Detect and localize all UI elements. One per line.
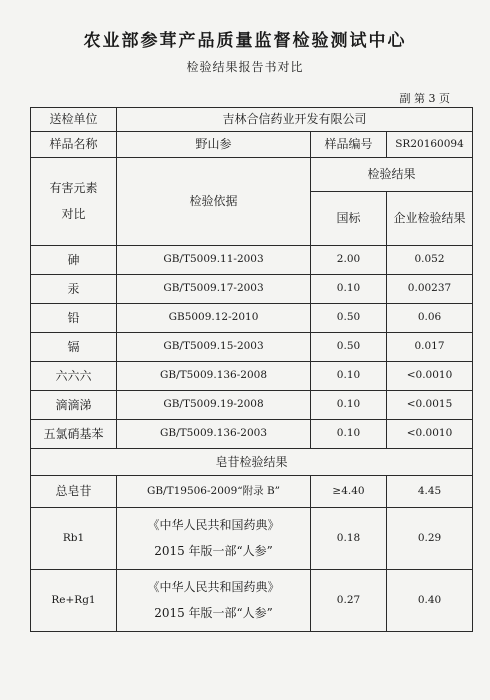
element-name: 五氯硝基苯 [31, 420, 117, 449]
element-company: 0.017 [387, 333, 473, 362]
table-row [31, 362, 473, 391]
saponin-company: 0.29 [387, 508, 473, 570]
saponin-basis: GB/T19506-2009“附录 B” [117, 476, 311, 508]
element-company: <0.0010 [387, 362, 473, 391]
element-basis: GB5009.12-2010 [117, 304, 311, 333]
sample-no-label: 样品编号 [311, 132, 387, 158]
saponin-basis [117, 570, 311, 632]
page-number: 副 第 3 页 [399, 92, 450, 105]
saponin-company: 0.40 [387, 570, 473, 632]
element-national: 0.50 [311, 333, 387, 362]
element-name: 六六六 [31, 362, 117, 391]
result-header: 检验结果 [311, 158, 473, 192]
company-header: 企业检验结果 [387, 192, 473, 246]
result-table [30, 107, 473, 632]
element-header-line-2: 对比 [61, 206, 86, 221]
national-header: 国标 [311, 192, 387, 246]
element-basis: GB/T5009.136-2003 [117, 420, 311, 449]
unit-label: 送检单位 [31, 108, 117, 132]
saponin-name: 总皂苷 [31, 476, 117, 508]
table-row [31, 476, 473, 508]
saponin-basis-line-1: 《中华人民共和国药典》 [147, 518, 280, 533]
element-basis: GB/T5009.136-2008 [117, 362, 311, 391]
sample-row [31, 132, 473, 158]
table-row [31, 508, 473, 570]
unit-row [31, 108, 473, 132]
saponin-basis-line-2: 2015 年版一部“人参” [154, 605, 273, 620]
section-row [31, 449, 473, 476]
saponin-company: 4.45 [387, 476, 473, 508]
element-company: 0.052 [387, 246, 473, 275]
table-row [31, 246, 473, 275]
element-name: 镉 [31, 333, 117, 362]
table-row [31, 275, 473, 304]
element-national: 0.10 [311, 275, 387, 304]
basis-header: 检验依据 [117, 158, 311, 246]
element-basis: GB/T5009.19-2008 [117, 391, 311, 420]
element-name: 滴滴涕 [31, 391, 117, 420]
sample-name-label: 样品名称 [31, 132, 117, 158]
element-header-line-1: 有害元素 [49, 181, 98, 196]
saponin-national: 0.18 [311, 508, 387, 570]
saponin-basis [117, 508, 311, 570]
element-national: 2.00 [311, 246, 387, 275]
saponin-name: Rb1 [31, 508, 117, 570]
element-basis: GB/T5009.15-2003 [117, 333, 311, 362]
saponin-name: Re+Rg1 [31, 570, 117, 632]
saponin-national: 0.27 [311, 570, 387, 632]
table-row [31, 420, 473, 449]
element-national: 0.10 [311, 420, 387, 449]
element-company: 0.00237 [387, 275, 473, 304]
table-row [31, 570, 473, 632]
organization-title: 农业部参茸产品质量监督检验测试中心 [83, 31, 407, 51]
element-basis: GB/T5009.17-2003 [117, 275, 311, 304]
header-row-1 [31, 158, 473, 192]
saponin-section-title: 皂苷检验结果 [31, 449, 473, 476]
element-header [31, 158, 117, 246]
element-name: 铅 [31, 304, 117, 333]
table-row [31, 391, 473, 420]
unit-value: 吉林合信药业开发有限公司 [117, 108, 473, 132]
saponin-national: ≥4.40 [311, 476, 387, 508]
element-name: 汞 [31, 275, 117, 304]
element-company: <0.0015 [387, 391, 473, 420]
sample-no-value: SR20160094 [387, 132, 473, 158]
table-row [31, 333, 473, 362]
element-basis: GB/T5009.11-2003 [117, 246, 311, 275]
element-company: 0.06 [387, 304, 473, 333]
element-company: <0.0010 [387, 420, 473, 449]
element-national: 0.10 [311, 391, 387, 420]
saponin-basis-line-2: 2015 年版一部“人参” [154, 543, 273, 558]
saponin-basis-line-1: 《中华人民共和国药典》 [147, 580, 280, 595]
element-national: 0.10 [311, 362, 387, 391]
element-national: 0.50 [311, 304, 387, 333]
element-name: 砷 [31, 246, 117, 275]
report-subtitle: 检验结果报告书对比 [186, 60, 304, 74]
sample-name-value: 野山参 [117, 132, 311, 158]
table-row [31, 304, 473, 333]
